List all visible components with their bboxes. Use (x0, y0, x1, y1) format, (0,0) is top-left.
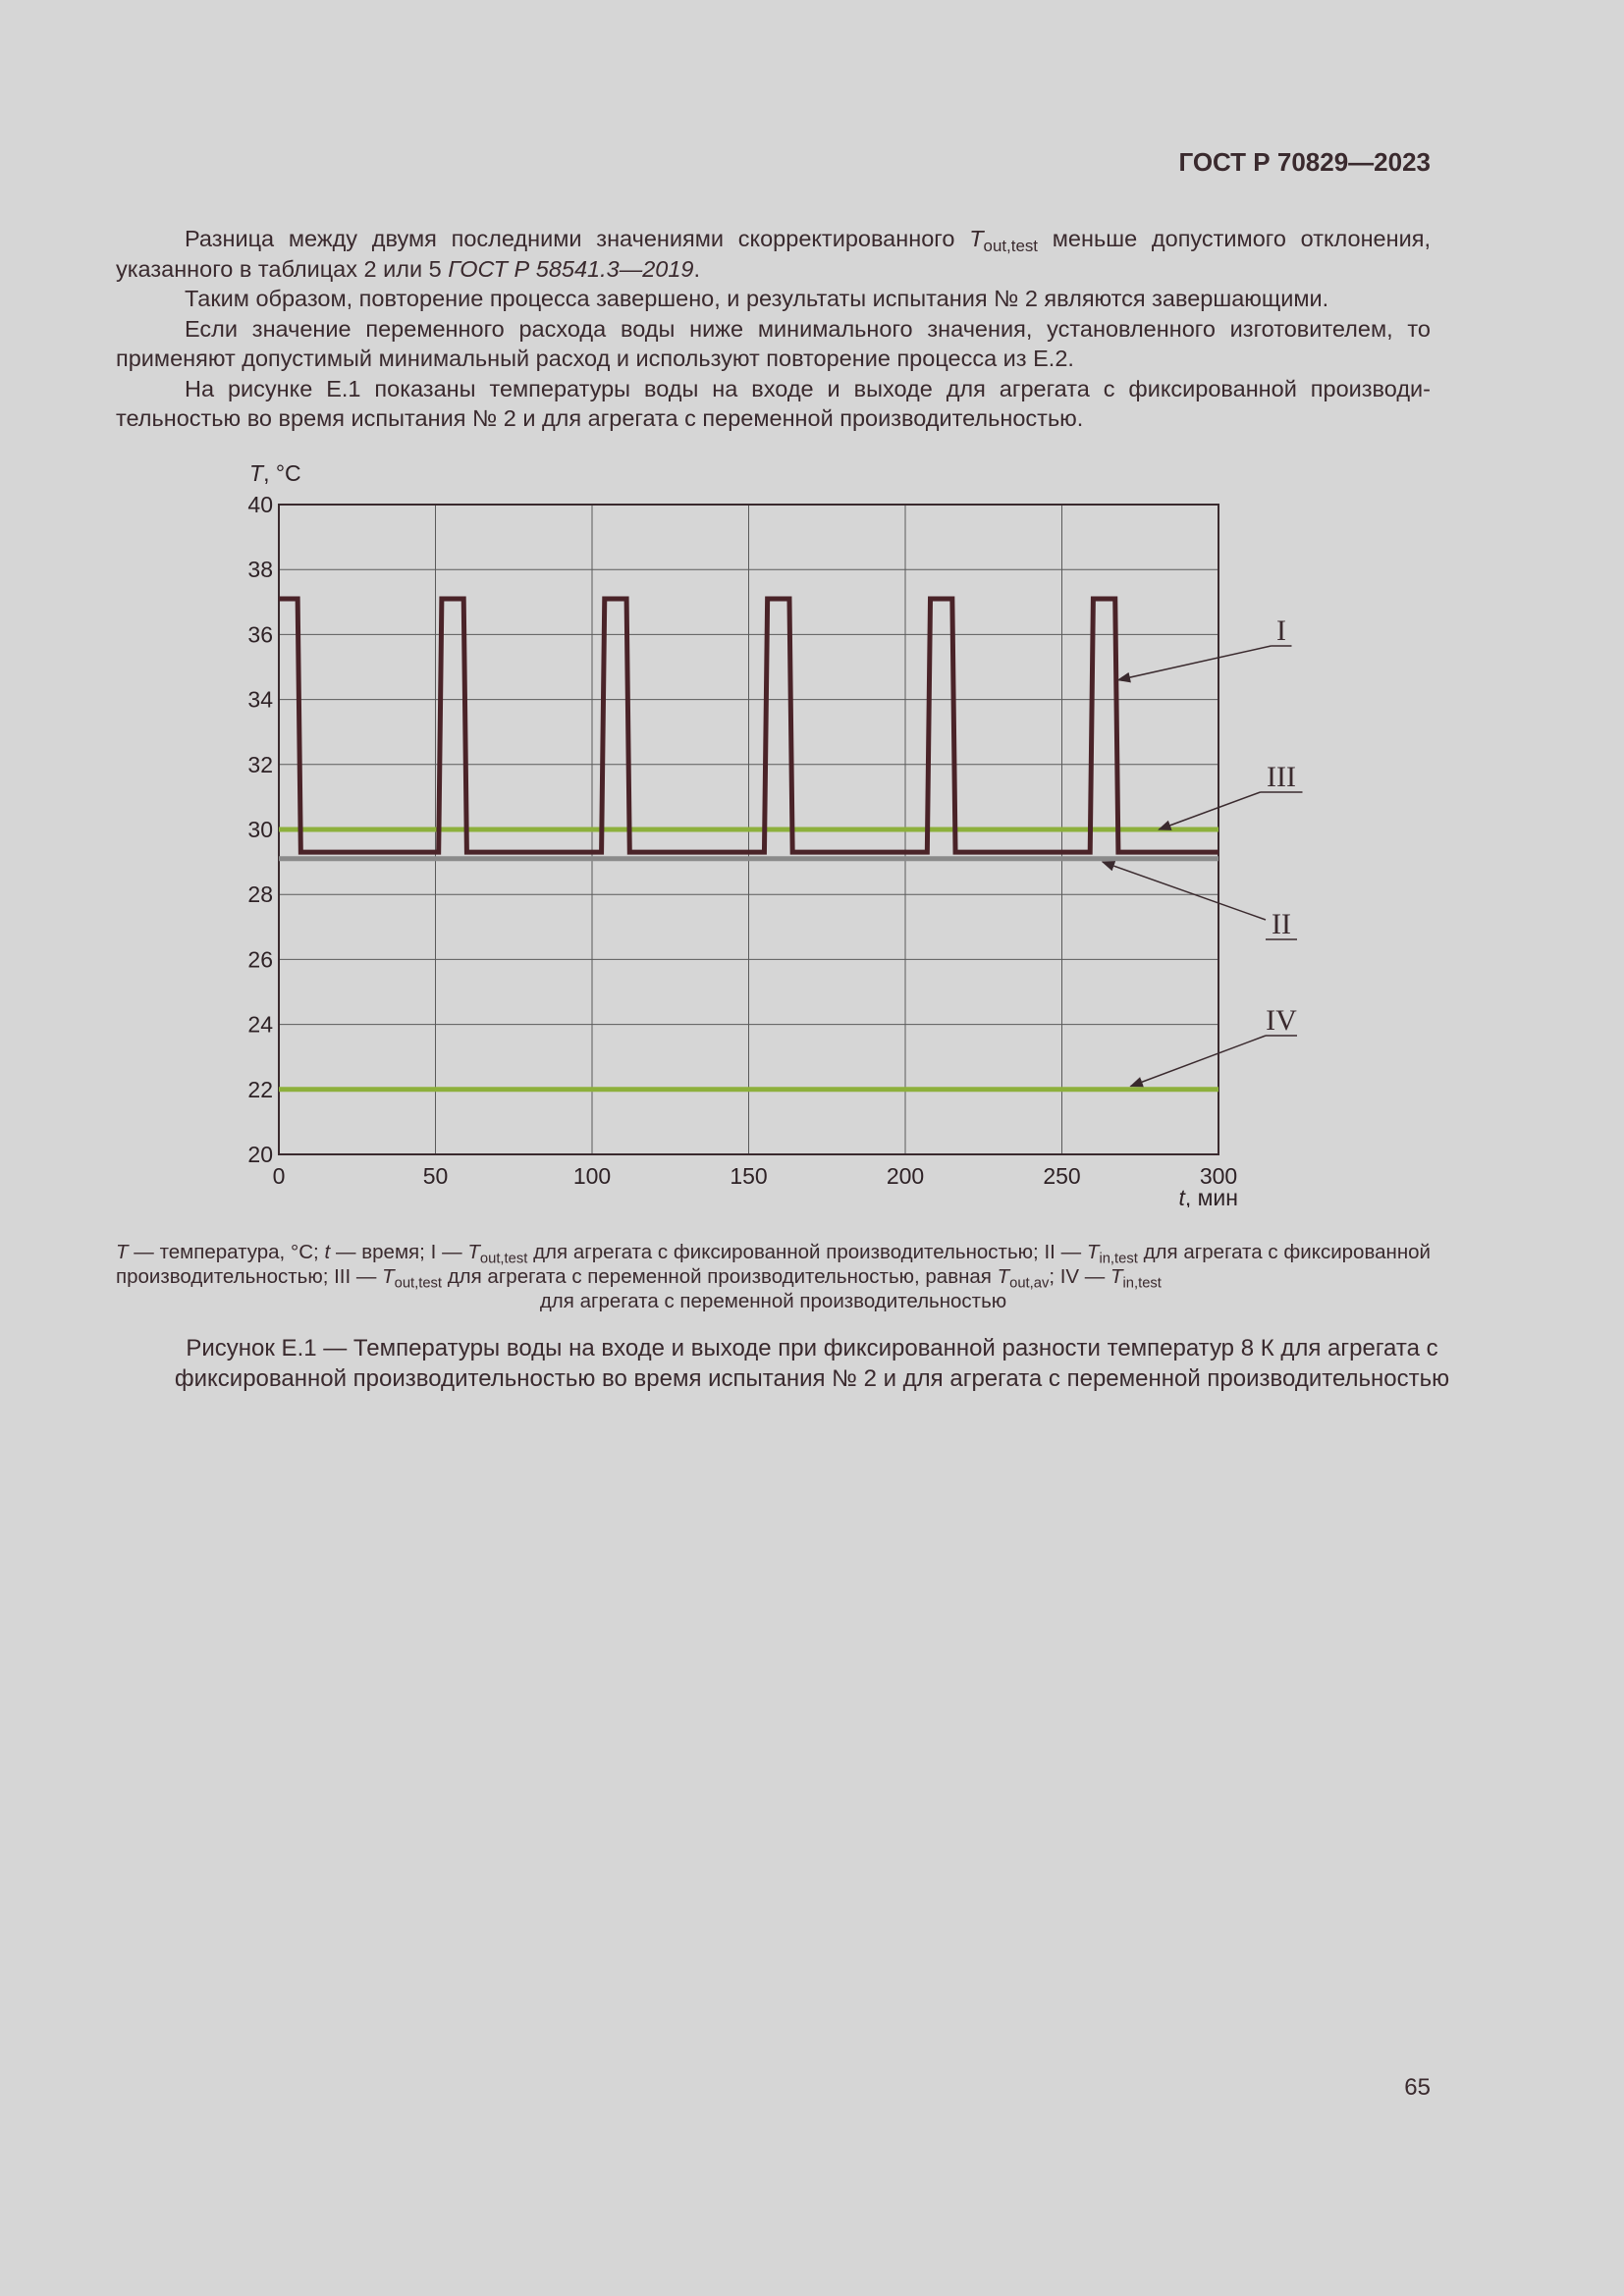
annotation-leader (1118, 646, 1272, 680)
temperature-chart (0, 452, 1624, 1207)
annotation-label-ii: II (1272, 908, 1291, 940)
y-axis-label: T, °C (249, 460, 301, 486)
body-text (116, 224, 1431, 434)
page-number: 65 (1404, 2074, 1431, 2101)
y-tick-label: 30 (247, 817, 273, 842)
y-tick-label: 20 (247, 1142, 273, 1167)
paragraph-2: Таким образом, повторение процесса завершено, и результаты испытания № 2 являются завершающими. (185, 286, 1329, 311)
annotation-leader (1159, 792, 1260, 829)
y-tick-label: 32 (247, 751, 273, 777)
x-tick-label: 200 (886, 1163, 925, 1189)
x-tick-label: 0 (272, 1163, 286, 1189)
paragraph-1: Разница между двумя последними значениями скорректированного $T_{out,test}$ меньше допустимого отклонения, указанного в таблицах 2 или 5 ГОСТ Р 58541.3—2019. (116, 226, 1431, 282)
x-tick-label: 300 (1199, 1163, 1238, 1189)
document-code: ГОСТ Р 70829—2023 (1178, 147, 1431, 177)
x-tick-label: 150 (730, 1163, 768, 1189)
figure-legend: T — температура, °С; t — время; I — $T_{out,test}$ для агрегата с фиксированной производительностью; II — $T_{in,test}$ для агрегата с фиксированной производительностью; III — $T_{out,test}$ для агрегата с переменной производительностью, равная $T_{out,av}$; IV — $T_{in,test}$ для агрегата с переменной производительностью (116, 1241, 1431, 1312)
y-tick-label: 38 (247, 557, 273, 583)
y-tick-label: 26 (247, 946, 273, 973)
chart-svg (0, 452, 1624, 1207)
annotation-leader (1131, 1036, 1266, 1086)
y-tick-label: 24 (247, 1011, 273, 1038)
paragraph-3: Если значение переменного расхода воды ниже минимального значения, установленного изготовителем, то применяют допустимый минимальный расход и используют повторение процесса из Е.2. (116, 315, 1431, 371)
y-tick-label: 34 (247, 686, 273, 713)
figure-caption: Рисунок Е.1 — Температуры воды на входе и выходе при фиксированной разности температур 8 К для агрегата с фиксированной производительностью во время испытания № 2 и для агрегата с переменной производительностью (174, 1335, 1450, 1392)
x-axis-label: t, мин (1178, 1185, 1238, 1207)
x-tick-label: 100 (572, 1163, 612, 1189)
y-tick-label: 36 (247, 621, 273, 648)
annotation-label-i: I (1276, 614, 1286, 647)
annotation-label-iii: III (1267, 761, 1296, 793)
paragraph-4: На рисунке Е.1 показаны температуры воды на входе и выходе для агрегата с фиксированной производи-тельностью во время испытания № 2 и для агрегата с переменной производительностью. (116, 375, 1431, 431)
x-tick-label: 250 (1043, 1163, 1081, 1189)
y-tick-label: 22 (247, 1076, 273, 1102)
y-tick-label: 40 (247, 492, 273, 517)
x-tick-label: 50 (422, 1163, 449, 1189)
y-tick-label: 28 (247, 881, 273, 908)
annotation-label-iv: IV (1266, 1004, 1297, 1037)
annotation-leader (1103, 862, 1266, 920)
